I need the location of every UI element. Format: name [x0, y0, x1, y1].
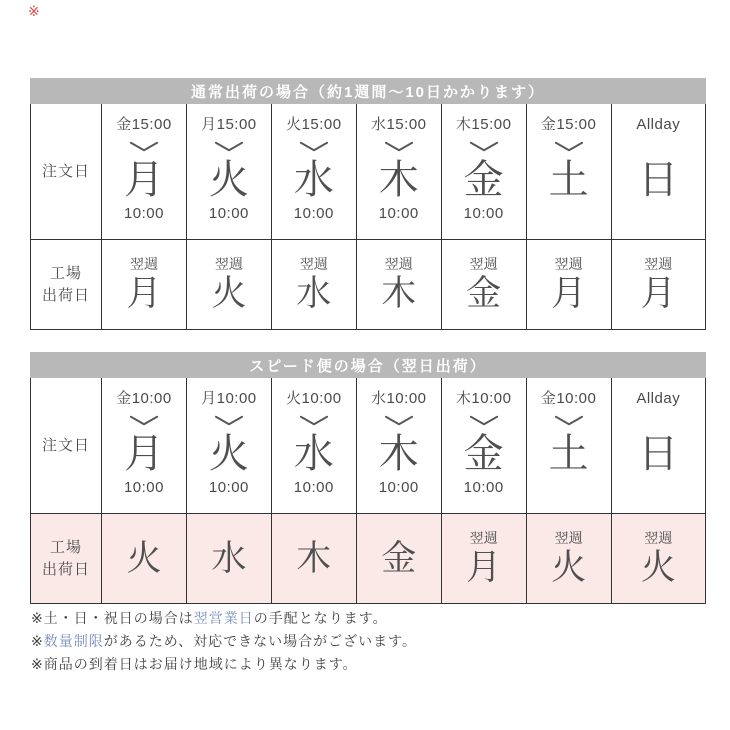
day-text: 土	[548, 158, 589, 202]
normal-table-title: 通常出荷の場合（約1週間〜10日かかります）	[30, 78, 706, 104]
cutoff-text: 金10:00	[540, 390, 597, 407]
ship-row-label	[31, 240, 102, 329]
normal-shipping-table	[30, 78, 706, 330]
allday-text: Allday	[636, 390, 681, 407]
ship-cell	[272, 514, 357, 603]
chevron-down-icon	[554, 140, 584, 153]
order-cell-thu	[357, 378, 442, 513]
next-week-text: 翌週	[299, 255, 328, 272]
ship-cell	[357, 514, 442, 603]
cutoff-text: 火10:00	[286, 390, 342, 407]
quantity-limit-link[interactable]: 数量制限	[43, 633, 104, 649]
day-text: 土	[548, 432, 589, 476]
order-cell-sun	[612, 378, 705, 513]
order-cell-wed	[272, 378, 357, 513]
chevron-down-icon	[129, 414, 159, 427]
order-cell-tue	[187, 378, 272, 513]
day-text: 金	[381, 538, 417, 578]
ship-row-label	[31, 514, 102, 603]
cutoff-text: 月10:00	[201, 390, 257, 407]
cutoff-text: 金15:00	[116, 116, 172, 133]
day-text: 木	[378, 158, 419, 202]
time-text: 10:00	[208, 479, 249, 496]
chevron-down-icon	[214, 140, 244, 153]
order-cell-thu	[357, 104, 442, 239]
day-text: 金	[463, 158, 504, 202]
day-text: 日	[638, 432, 679, 476]
next-week-text: 翌週	[214, 255, 243, 272]
note-text: ※土・日・祝日の場合は	[31, 610, 194, 626]
normal-order-row	[30, 104, 706, 240]
day-text: 月	[640, 273, 676, 313]
ship-cell	[102, 240, 187, 329]
cutoff-text: 金15:00	[540, 116, 597, 133]
note-holidays	[31, 610, 417, 626]
order-cell-sat	[527, 104, 612, 239]
order-row-label	[31, 104, 102, 239]
cutoff-text: 金10:00	[116, 390, 172, 407]
cutoff-text: 木15:00	[455, 116, 512, 133]
note-arrival-date	[31, 656, 417, 672]
ship-cell	[442, 514, 527, 603]
day-text: 火	[640, 547, 676, 587]
time-text: 10:00	[123, 205, 164, 222]
time-text: 10:00	[293, 479, 334, 496]
order-cell-sun	[612, 104, 705, 239]
day-text: 火	[551, 547, 587, 587]
time-text: 10:00	[463, 479, 504, 496]
note-text: があるため、対応できない場合がございます。	[103, 633, 418, 649]
day-text: 火	[211, 273, 247, 313]
next-week-text: 翌週	[554, 255, 583, 272]
day-text: 金	[466, 273, 502, 313]
order-cell-fri	[442, 378, 527, 513]
ship-cell	[527, 514, 612, 603]
time-text: 10:00	[378, 205, 419, 222]
ship-row-label-line2: 出荷日	[41, 286, 90, 304]
note-quantity-limit	[31, 633, 417, 649]
next-week-text: 翌週	[644, 255, 673, 272]
next-week-text: 翌週	[554, 529, 583, 546]
day-text: 木	[378, 432, 419, 476]
order-cell-fri	[442, 104, 527, 239]
day-text: 金	[463, 432, 504, 476]
next-week-text: 翌週	[469, 255, 498, 272]
order-cell-wed	[272, 104, 357, 239]
day-text: 火	[208, 158, 249, 202]
day-text: 火	[208, 432, 249, 476]
ship-cell	[442, 240, 527, 329]
chevron-down-icon	[384, 414, 414, 427]
chevron-down-icon	[384, 140, 414, 153]
normal-ship-row	[30, 240, 706, 330]
time-text: 10:00	[293, 205, 334, 222]
order-cell-sat	[527, 378, 612, 513]
ship-cell	[187, 240, 272, 329]
order-cell-tue	[187, 104, 272, 239]
next-business-day-link[interactable]: 翌営業日	[193, 610, 254, 626]
speed-order-row	[30, 378, 706, 514]
time-text: 10:00	[463, 205, 504, 222]
order-row-label-text: 注文日	[41, 162, 90, 180]
allday-text: Allday	[636, 116, 681, 133]
note-text: ※	[31, 633, 44, 649]
day-text: 木	[381, 273, 417, 313]
day-text: 水	[293, 158, 334, 202]
note-text: ※商品の到着日はお届け地域により異なります。	[31, 656, 358, 672]
ship-cell	[527, 240, 612, 329]
ship-row-label-line1: 工場	[49, 538, 82, 556]
cutoff-text: 火15:00	[286, 116, 342, 133]
day-text: 水	[293, 432, 334, 476]
day-text: 月	[126, 273, 162, 313]
chevron-down-icon	[214, 414, 244, 427]
day-text: 水	[296, 273, 332, 313]
footnotes	[31, 610, 417, 679]
next-week-text: 翌週	[384, 255, 413, 272]
time-text: 10:00	[208, 205, 249, 222]
ship-cell	[612, 514, 705, 603]
next-week-text: 翌週	[129, 255, 158, 272]
ship-row-label-line1: 工場	[49, 264, 82, 282]
chevron-down-icon	[469, 140, 499, 153]
day-text: 月	[123, 432, 164, 476]
chevron-down-icon	[299, 414, 329, 427]
speed-table-title: スピード便の場合（翌日出荷）	[30, 352, 706, 378]
day-text: 月	[466, 547, 502, 587]
order-cell-mon	[102, 104, 187, 239]
order-row-label	[31, 378, 102, 513]
day-text: 水	[211, 538, 247, 578]
reference-mark: ※	[28, 3, 40, 19]
chevron-down-icon	[129, 140, 159, 153]
chevron-down-icon	[299, 140, 329, 153]
next-week-text: 翌週	[644, 529, 673, 546]
day-text: 日	[638, 158, 679, 202]
ship-cell	[187, 514, 272, 603]
order-cell-mon	[102, 378, 187, 513]
cutoff-text: 木10:00	[455, 390, 512, 407]
time-text: 10:00	[378, 479, 419, 496]
ship-row-label-line2: 出荷日	[41, 560, 90, 578]
day-text: 月	[123, 158, 164, 202]
cutoff-text: 水15:00	[370, 116, 427, 133]
day-text: 木	[296, 538, 332, 578]
ship-cell	[272, 240, 357, 329]
day-text: 火	[126, 538, 162, 578]
ship-cell	[612, 240, 705, 329]
chevron-down-icon	[554, 414, 584, 427]
cutoff-text: 月15:00	[201, 116, 257, 133]
order-row-label-text: 注文日	[41, 436, 90, 454]
ship-cell	[357, 240, 442, 329]
day-text: 月	[551, 273, 587, 313]
cutoff-text: 水10:00	[370, 390, 427, 407]
speed-shipping-table	[30, 352, 706, 604]
next-week-text: 翌週	[469, 529, 498, 546]
ship-cell	[102, 514, 187, 603]
speed-ship-row	[30, 514, 706, 604]
chevron-down-icon	[469, 414, 499, 427]
note-text: の手配となります。	[253, 610, 388, 626]
time-text: 10:00	[123, 479, 164, 496]
